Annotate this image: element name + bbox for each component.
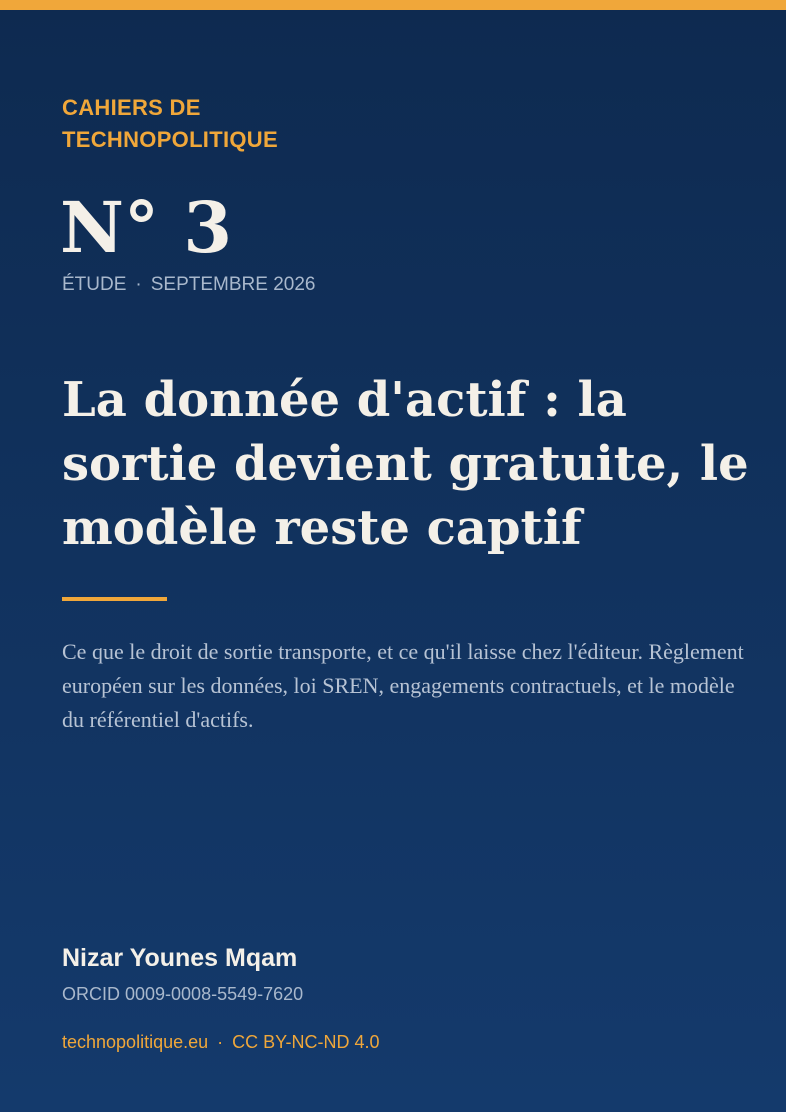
top-accent-bar — [0, 0, 786, 10]
meta-separator: · — [135, 274, 142, 295]
series-name-line-1: CAHIERS DE — [62, 95, 201, 120]
publication-date: SEPTEMBRE 2026 — [150, 274, 316, 295]
website-link[interactable]: technopolitique.eu — [62, 1032, 209, 1052]
author-name: Nizar Younes Mqam — [62, 944, 298, 972]
series-name — [62, 92, 462, 156]
document-type: ÉTUDE — [62, 274, 127, 295]
document-summary: Ce que le droit de sortie transporte, et ce qu'il laisse chez l'éditeur. Règlement européen sur les données, loi SREN, engagements contractuels, et le modèle du référentiel d'actifs. — [62, 639, 744, 732]
footer-separator: · — [217, 1032, 224, 1052]
issue-number: N° 3 — [60, 186, 233, 269]
title-divider — [62, 597, 167, 601]
issue-meta — [62, 273, 315, 297]
series-name-line-2: TECHNOPOLITIQUE — [62, 127, 278, 152]
author-orcid: ORCID 0009-0008-5549-7620 — [62, 984, 304, 1004]
license-label: CC BY-NC-ND 4.0 — [232, 1032, 380, 1052]
footer — [62, 1030, 380, 1054]
document-title: La donnée d'actif : la sortie devient gratuite, le modèle reste captif — [62, 372, 749, 556]
